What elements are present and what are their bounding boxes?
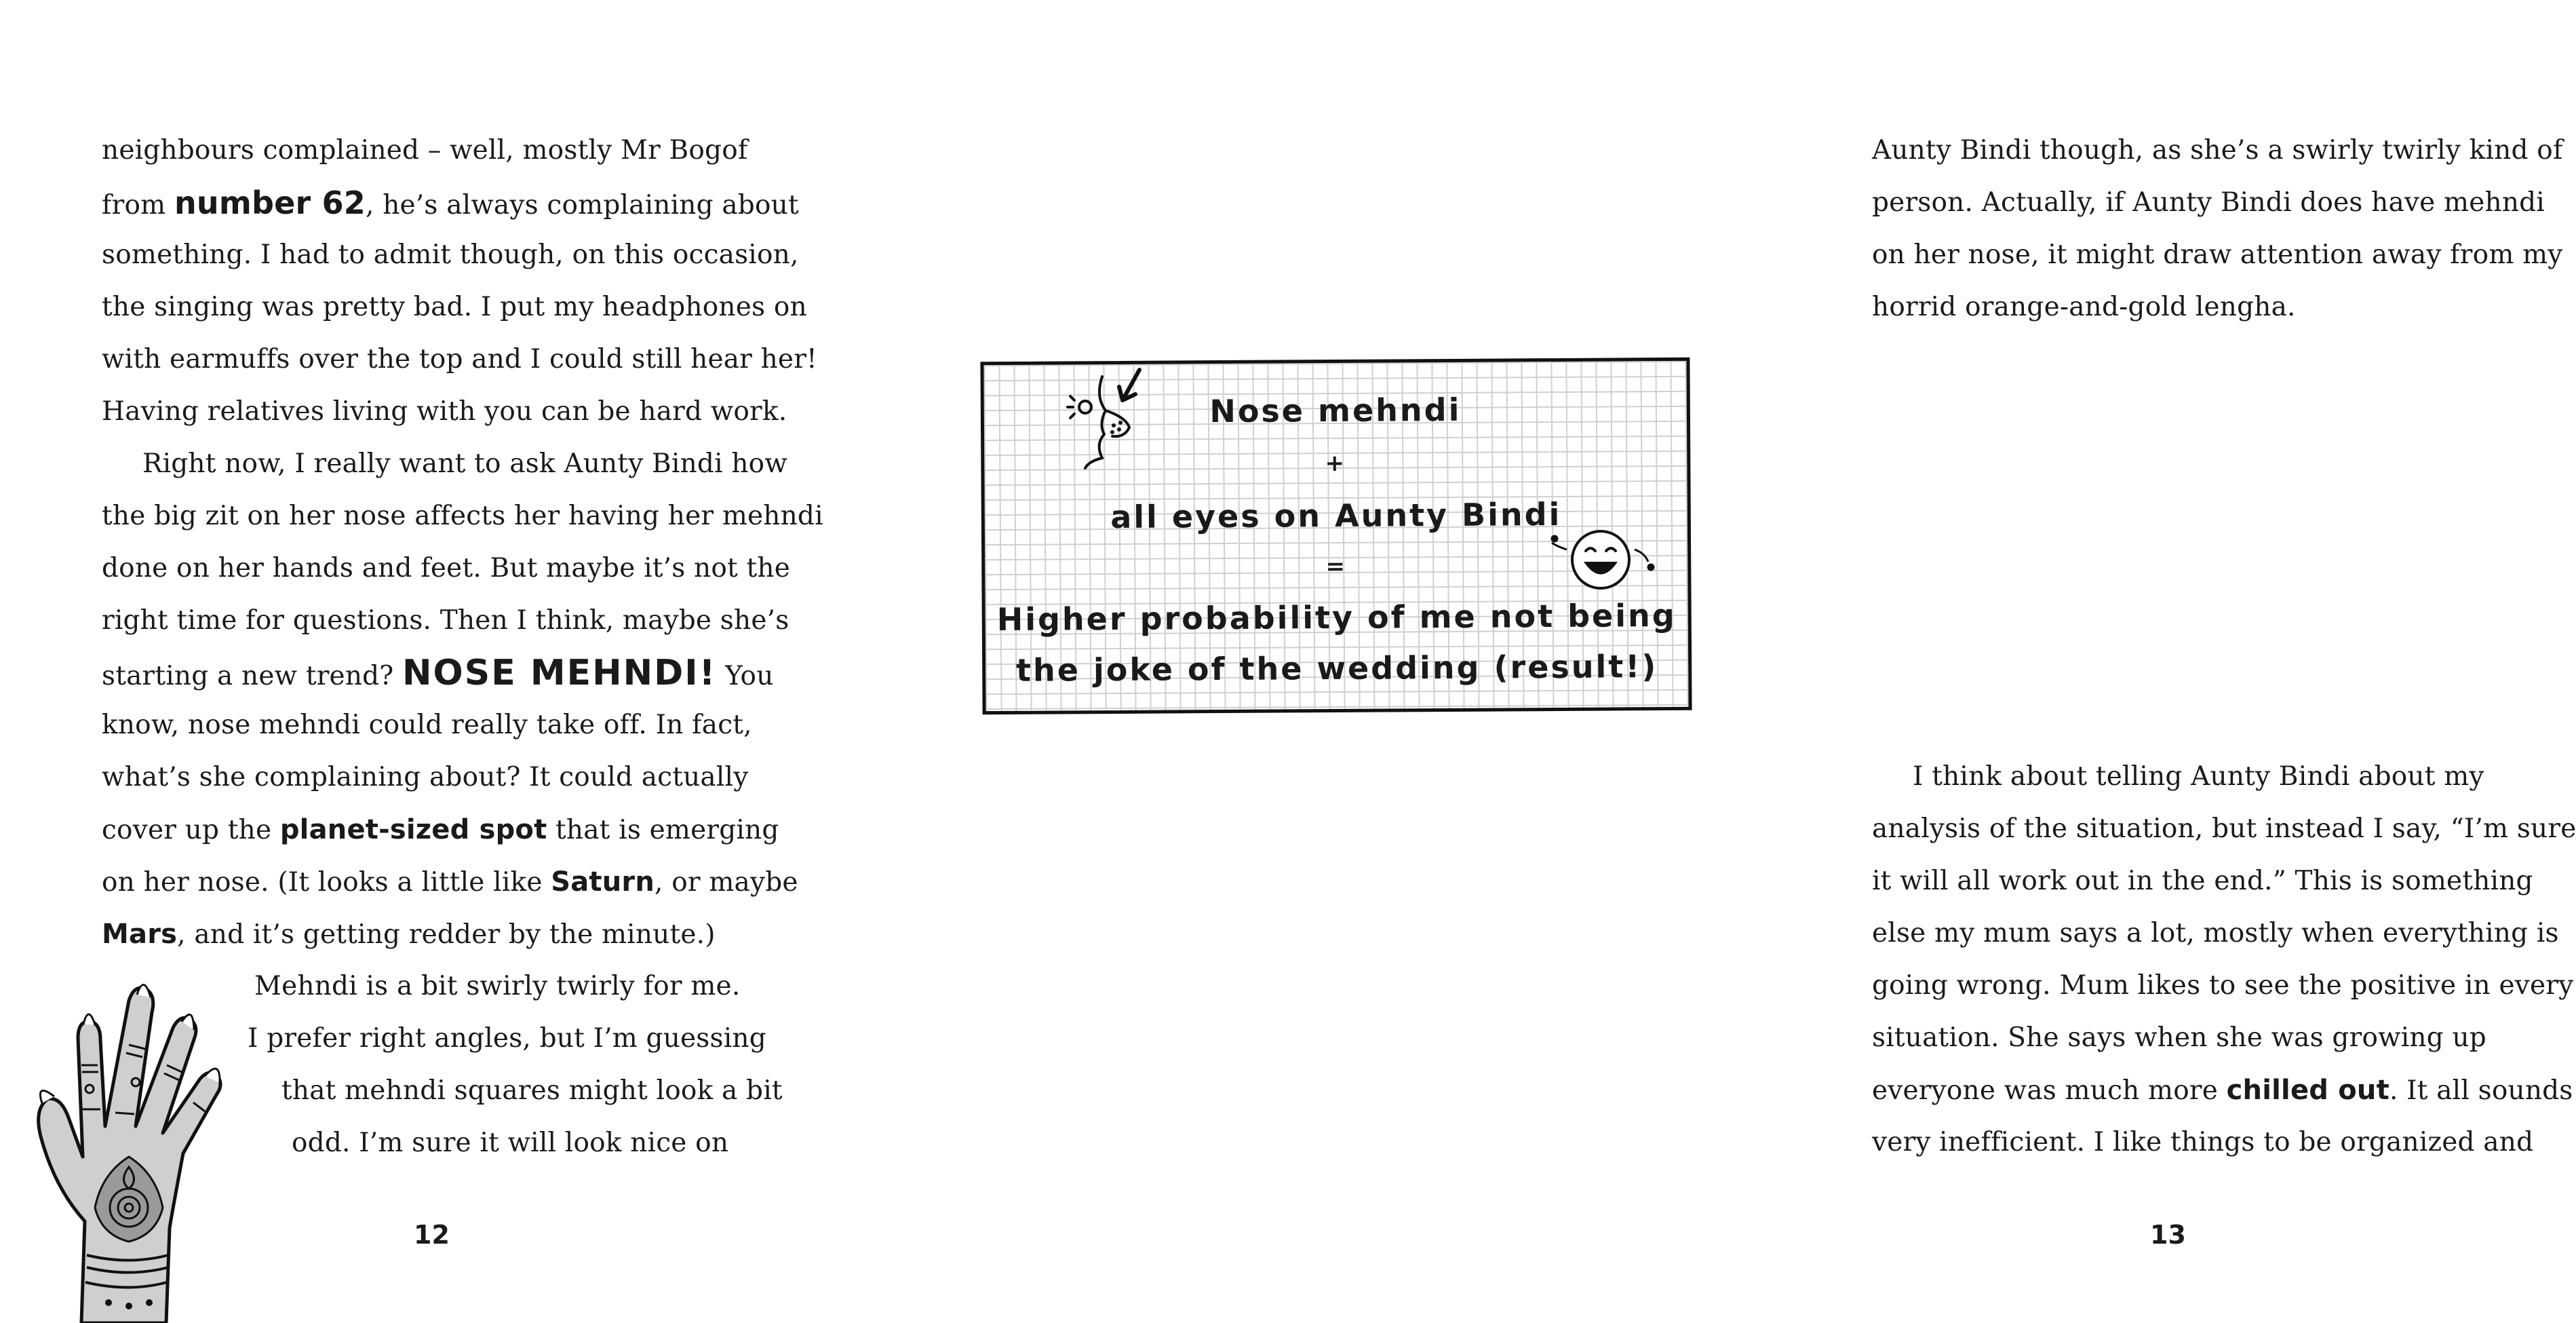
text-line	[102, 866, 798, 899]
text-line	[1872, 187, 2545, 219]
text-line	[1872, 1074, 2573, 1107]
body-text: I prefer right angles, but I’m guessing	[248, 1023, 766, 1054]
body-text: what’s she complaining about? It could actually	[102, 762, 749, 792]
text-line	[1872, 291, 2296, 324]
body-text: person. Actually, if Aunty Bindi does have mehndi	[1872, 187, 2545, 218]
body-text: odd. I’m sure it will look nice on	[292, 1128, 729, 1158]
note-plus: +	[1325, 449, 1347, 478]
text-line	[1872, 1022, 2486, 1054]
text-line	[1872, 134, 2563, 167]
body-text: horrid orange-and-gold lengha.	[1872, 292, 2296, 322]
text-line	[102, 396, 787, 428]
body-text: analysis of the situation, but instead I say, “I’m sure	[1872, 813, 2576, 844]
body-text: know, nose mehndi could really take off. In fact,	[102, 710, 752, 740]
body-text: on her nose, it might draw attention away from my	[1872, 239, 2563, 270]
text-line	[1872, 1126, 2533, 1159]
text-line	[1913, 761, 2484, 793]
emphasized-text: Mars	[102, 919, 178, 950]
text-line	[254, 970, 740, 1003]
text-line	[102, 134, 748, 167]
body-text: starting a new trend?	[102, 661, 403, 691]
text-line	[102, 291, 807, 324]
body-text: from	[102, 190, 174, 220]
note-line-all-eyes: all eyes on Aunty Bindi	[1110, 495, 1562, 536]
body-text: , he’s always complaining about	[366, 190, 799, 220]
body-text: . It all sounds	[2389, 1075, 2573, 1106]
text-line	[142, 448, 787, 480]
page-number-left: 12	[414, 1220, 450, 1250]
text-line	[1872, 239, 2563, 271]
body-text: the singing was pretty bad. I put my headphones on	[102, 292, 807, 322]
text-line	[102, 605, 789, 637]
note-equals: =	[1325, 552, 1348, 581]
text-line	[102, 813, 779, 847]
body-text: done on her hands and feet. But maybe it’s not the	[102, 553, 790, 583]
henna-hand-illustration	[27, 963, 244, 1323]
nose-face-icon	[1065, 370, 1160, 472]
page-number-right: 13	[2150, 1220, 2186, 1250]
text-line	[102, 653, 774, 693]
text-line	[102, 500, 823, 533]
laughing-emoji-icon	[1546, 522, 1655, 597]
emphasized-text: chilled out	[2226, 1075, 2389, 1106]
body-text: Having relatives living with you can be hard work.	[102, 396, 787, 427]
emphasized-text: number 62	[174, 185, 366, 221]
text-line	[1872, 865, 2533, 898]
body-text: that mehndi squares might look a bit	[281, 1075, 783, 1106]
text-line	[281, 1075, 783, 1107]
emphasized-text: NOSE MEHNDI!	[402, 653, 717, 693]
body-text: everyone was much more	[1872, 1075, 2227, 1106]
body-text: that is emerging	[547, 815, 779, 845]
body-text: it will all work out in the end.” This is something	[1872, 866, 2533, 896]
text-line	[102, 709, 752, 742]
body-text: right time for questions. Then I think, maybe she’s	[102, 605, 789, 636]
text-line	[102, 552, 790, 585]
emphasized-text: Saturn	[551, 866, 655, 898]
body-text: on her nose. (It looks a little like	[102, 867, 551, 898]
text-line	[102, 918, 716, 951]
text-line	[102, 239, 799, 271]
emphasized-text: planet-sized spot	[279, 814, 547, 845]
text-line	[1872, 970, 2573, 1002]
body-text: cover up the	[102, 815, 280, 845]
body-text: Right now, I really want to ask Aunty Bindi how	[142, 448, 787, 479]
note-line-nose-mehndi: Nose mehndi	[1209, 391, 1462, 430]
text-line	[1872, 813, 2576, 845]
body-text: else my mum says a lot, mostly when everything is	[1872, 918, 2559, 948]
text-line	[248, 1022, 766, 1055]
note-line-joke-of-wedding: the joke of the wedding (result!)	[1015, 648, 1658, 689]
body-text: You	[716, 661, 774, 691]
text-line	[1872, 917, 2559, 950]
body-text: Aunty Bindi though, as she’s a swirly twirly kind of	[1872, 135, 2563, 166]
body-text: neighbours complained – well, mostly Mr Bogof	[102, 135, 748, 166]
body-text: situation. She says when she was growing up	[1872, 1022, 2486, 1053]
text-line	[102, 761, 748, 794]
body-text: going wrong. Mum likes to see the positive in every	[1872, 970, 2574, 1001]
body-text: the big zit on her nose affects her having her mehndi	[102, 501, 823, 531]
body-text: I think about telling Aunty Bindi about my	[1913, 761, 2484, 792]
text-line	[292, 1127, 728, 1159]
body-text: something. I had to admit though, on this occasion,	[102, 239, 799, 270]
note-line-higher-probability: Higher probability of me not being	[996, 596, 1677, 638]
body-text: with earmuffs over the top and I could still hear her!	[102, 344, 817, 375]
text-line	[102, 187, 799, 222]
body-text: Mehndi is a bit swirly twirly for me.	[254, 971, 741, 1001]
body-text: , or maybe	[655, 867, 798, 898]
body-text: , and it’s getting redder by the minute.)	[177, 919, 716, 950]
text-line	[102, 343, 817, 376]
left-page	[0, 0, 868, 1323]
body-text: very inefficient. I like things to be organized and	[1872, 1127, 2534, 1157]
